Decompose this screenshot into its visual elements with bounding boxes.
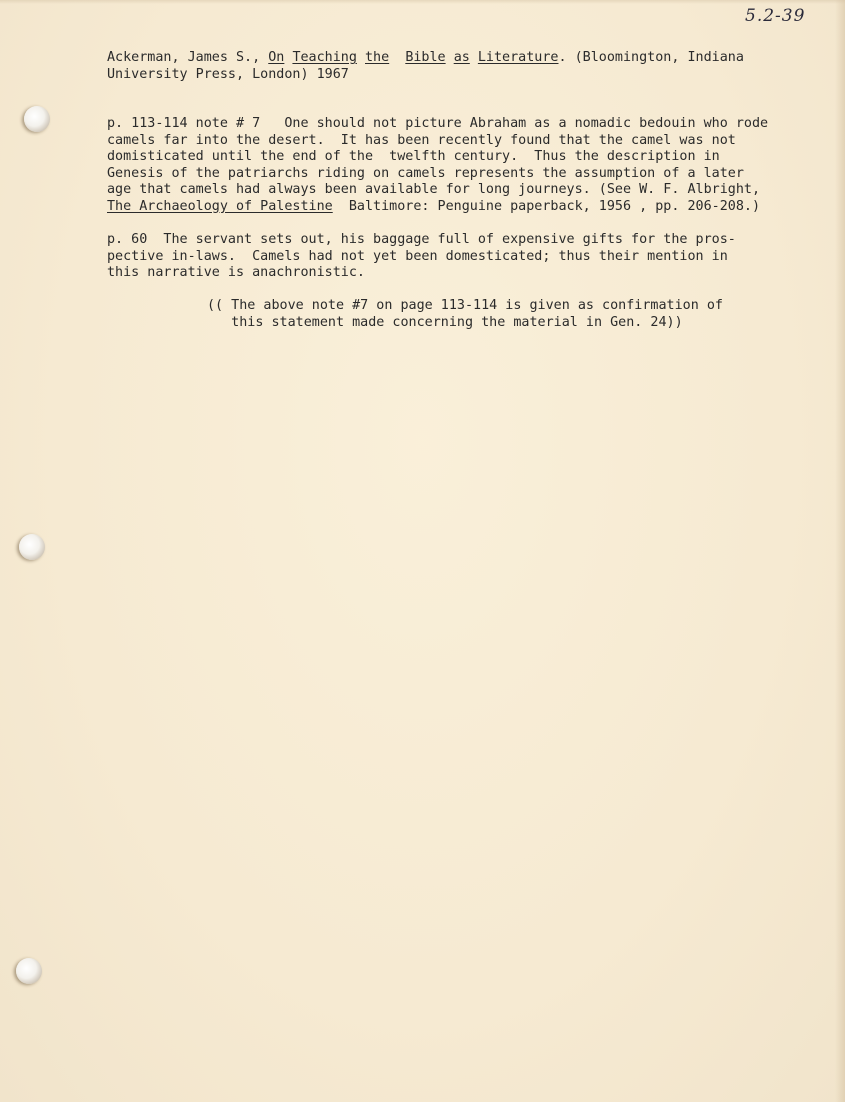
note-1-line: p. 113-114 note # 7 One should not picture Abraham as a nomadic bedouin who rode	[107, 116, 769, 131]
comment-line: this statement made concerning the material in Gen. 24))	[207, 314, 683, 330]
citation-title-word: On	[268, 50, 285, 65]
citation-publisher: . (Bloomington, Indiana	[558, 50, 744, 65]
note-1-line: domisticated until the end of the twelfth century. Thus the description in	[107, 149, 720, 164]
note-1-line: Baltimore: Penguine paperback, 1956 , pp. 206-208.)	[332, 198, 761, 214]
citation-title-word: Literature	[477, 50, 559, 65]
bibliographic-citation	[107, 50, 744, 83]
note-2-line: this narrative is anachronistic.	[107, 265, 365, 280]
citation-title-word: the	[365, 50, 390, 65]
punch-hole-middle	[19, 534, 45, 560]
page-right-edge	[835, 0, 845, 1102]
note-paragraph-2	[107, 232, 736, 282]
note-2-line: p. 60 The servant sets out, his baggage full of expensive gifts for the pros-	[107, 232, 736, 247]
citation-title-word: Bible	[405, 50, 446, 65]
comment-line: (( The above note #7 on page 113-114 is given as confirmation of	[207, 298, 723, 313]
note-1-line: camels far into the desert. It has been recently found that the camel was not	[107, 132, 736, 148]
citation-title-word: Teaching	[292, 50, 357, 65]
note-1-line: Genesis of the patriarchs riding on camels represents the assumption of a later	[107, 165, 744, 181]
citation-author: Ackerman, James S.,	[107, 50, 261, 65]
citation-title-word: as	[453, 50, 470, 65]
handwritten-reference-number: 5.2-39	[745, 6, 806, 26]
punch-hole-bottom	[16, 958, 42, 984]
confirmation-comment	[207, 298, 723, 331]
punch-hole-top	[24, 106, 50, 132]
note-2-line: pective in-laws. Camels had not yet been domesticated; thus their mention in	[107, 248, 728, 264]
citation-publisher-line-2: University Press, London) 1967	[107, 66, 349, 82]
note-paragraph-1	[107, 116, 768, 215]
page-top-edge	[0, 0, 845, 4]
note-1-reference-title: The Archaeology of Palestine	[107, 198, 333, 214]
note-1-line: age that camels had always been available for long journeys. (See W. F. Albright,	[107, 182, 761, 197]
